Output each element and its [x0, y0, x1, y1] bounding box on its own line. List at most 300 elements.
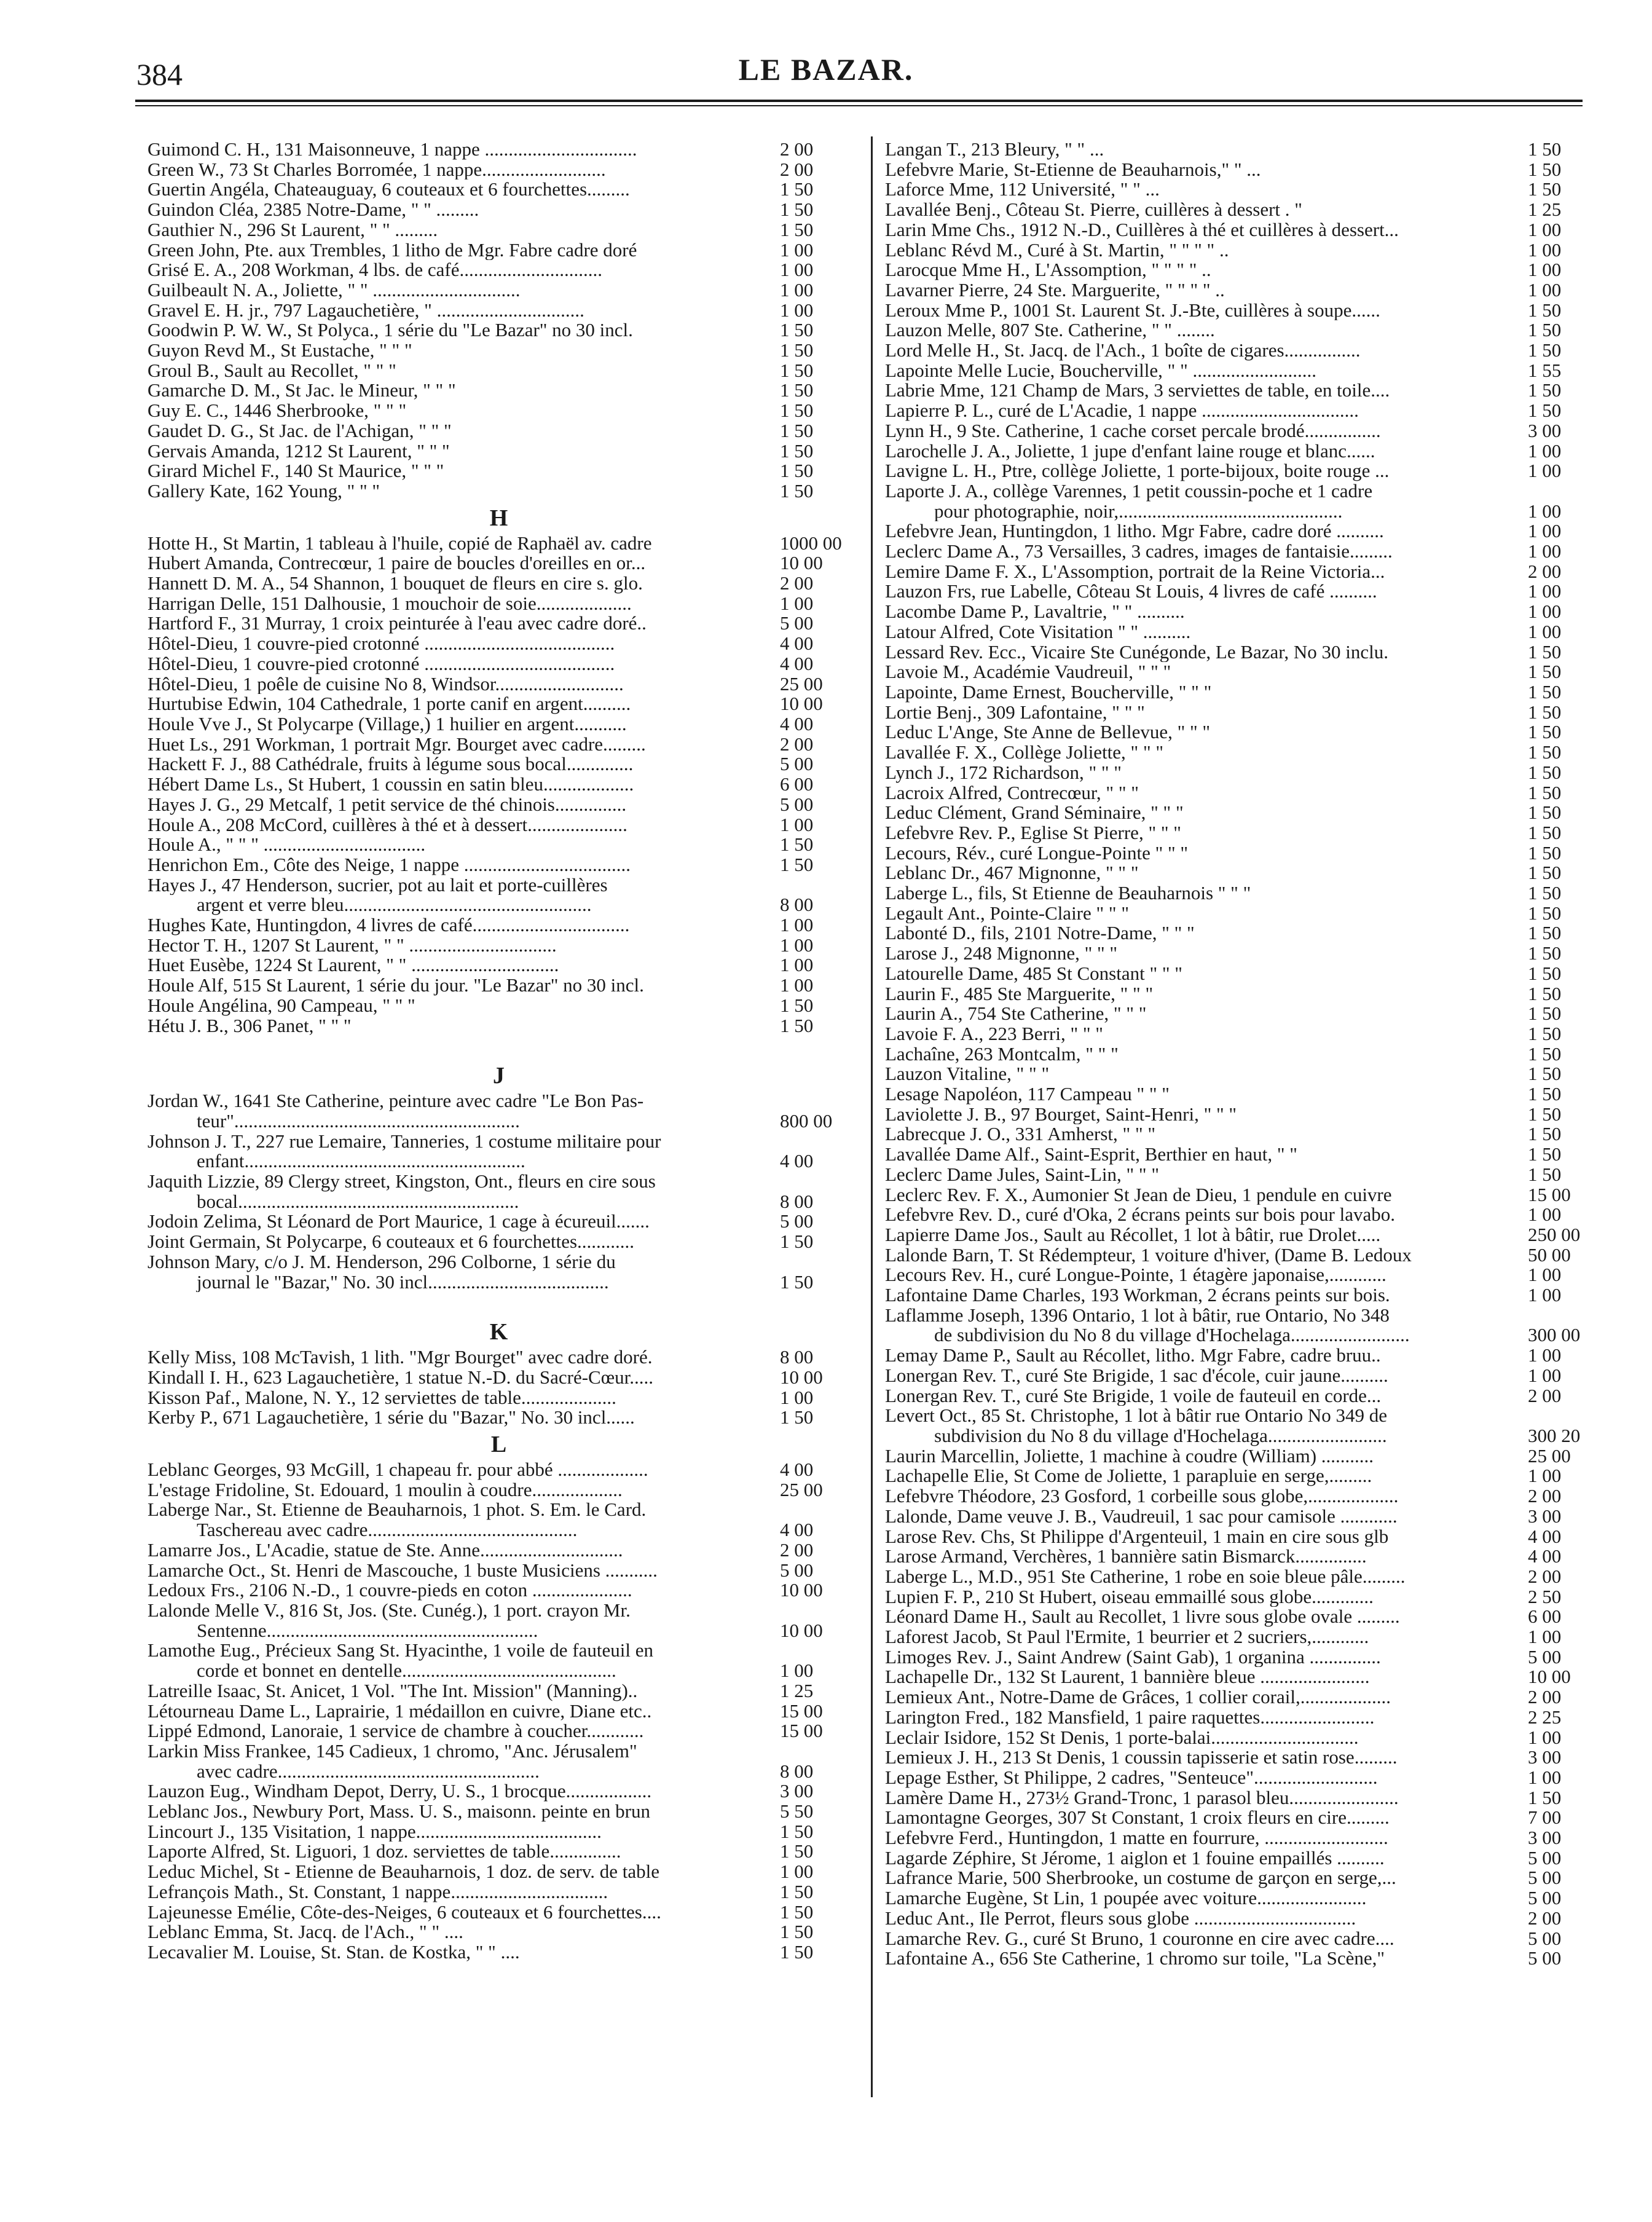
entry-amount: 1 00 [780, 974, 814, 996]
entry-amount: 1 50 [780, 1820, 814, 1842]
entry-text: Lefebvre Théodore, 23 Gosford, 1 corbeille sous globe,................... [885, 1486, 1399, 1507]
page-title: LE BAZAR. [738, 52, 914, 87]
entry-amount: 4 00 [1528, 1525, 1562, 1547]
donation-entry [148, 975, 850, 996]
entry-amount: 1 50 [1528, 158, 1562, 180]
entry-text: Lauzon Melle, 807 Ste. Catherine, " " ........ [885, 320, 1215, 341]
entry-amount: 1 50 [1528, 802, 1562, 824]
entry-text: Larose Armand, Verchères, 1 bannière satin Bismarck............... [885, 1546, 1367, 1567]
entry-text: Lincourt J., 135 Visitation, 1 nappe....................................... [148, 1821, 602, 1842]
entry-text: Lamontagne Georges, 307 St Constant, 1 croix fleurs en cire......... [885, 1808, 1390, 1829]
donation-entry [885, 1366, 1598, 1386]
entry-amount: 1 00 [1528, 1626, 1562, 1648]
donation-entry [885, 944, 1598, 964]
entry-text: Lavallée F. X., Collège Joliette, " " " [885, 743, 1164, 763]
donation-entry [885, 441, 1598, 462]
page-number: 384 [136, 57, 183, 92]
entry-amount: 1 50 [1528, 640, 1562, 663]
entry-amount: 1 50 [1528, 339, 1562, 361]
donation-entry [885, 843, 1598, 864]
entry-amount: 1 00 [1528, 580, 1562, 602]
donation-entry [148, 815, 850, 835]
donation-entry [148, 1540, 850, 1561]
donation-entry [885, 301, 1598, 321]
entry-amount: 1 50 [780, 218, 814, 240]
entry-text: Hackett F. J., 88 Cathédrale, fruits à légume sous bocal.............. [148, 754, 634, 775]
entry-text: Hannett D. M. A., 54 Shannon, 1 bouquet de fleurs en cire s. glo. [148, 573, 643, 594]
entry-text: Lortie Benj., 309 Lafontaine, " " " [885, 702, 1145, 723]
entry-text: Joint Germain, St Polycarpe, 6 couteaux et 6 fourchettes............ [148, 1232, 635, 1252]
donation-entry [148, 1480, 850, 1500]
entry-amount: 1 50 [780, 379, 814, 401]
entry-text: Leblanc Georges, 93 McGill, 1 chapeau fr. pour abbé ................... [148, 1460, 648, 1480]
entry-text: Guilbeault N. A., Joliette, " " ............................... [148, 280, 521, 301]
entry-text: Lefebvre Ferd., Huntingdon, 1 matte en fourrure, .......................... [885, 1828, 1388, 1848]
entry-text: Lavoie M., Académie Vaudreuil, " " " [885, 662, 1171, 682]
donation-entry [148, 714, 850, 735]
entry-amount: 1 50 [1528, 781, 1562, 803]
entry-amount: 1 50 [780, 1014, 814, 1036]
donation-entry [148, 461, 850, 481]
entry-amount: 4 00 [780, 632, 814, 655]
entry-amount: 1 00 [1528, 1766, 1562, 1788]
donation-entry [148, 220, 850, 240]
donation-entry [885, 1144, 1598, 1165]
donation-entry [148, 875, 850, 915]
donation-entry [885, 1064, 1598, 1084]
entry-amount: 25 00 [780, 672, 823, 695]
entry-amount: 5 00 [1528, 1867, 1562, 1889]
entry-amount: 1 00 [1528, 460, 1562, 482]
entry-amount: 1 50 [780, 339, 814, 361]
donation-entry [885, 1486, 1598, 1507]
entry-text: Hôtel-Dieu, 1 couvre-pied crotonné ........................................ [148, 634, 615, 654]
entry-text: Lynch J., 172 Richardson, " " " [885, 762, 1122, 783]
entry-text: Lemieux Ant., Notre-Dame de Grâces, 1 collier corail,................... [885, 1687, 1391, 1708]
entry-amount: 1 50 [1528, 942, 1562, 964]
entry-amount: 5 00 [1528, 1887, 1562, 1909]
entry-continuation: avec cadre....................................................... [197, 1761, 540, 1782]
entry-amount: 1 00 [1528, 1344, 1562, 1366]
entry-text: Leblanc Emma, St. Jacq. de l'Ach., " " .... [148, 1922, 463, 1942]
entry-amount: 1 50 [780, 1271, 814, 1293]
entry-amount: 1 50 [780, 1406, 814, 1428]
donation-entry [885, 1527, 1598, 1547]
donation-entry [148, 915, 850, 936]
donation-entry [885, 1185, 1598, 1205]
donation-entry [148, 1172, 850, 1211]
entry-amount: 4 00 [1528, 1545, 1562, 1567]
entry-text: Lamarche Rev. G., curé St Bruno, 1 couronne en cire avec cadre.... [885, 1928, 1394, 1949]
entry-amount: 1 00 [1528, 218, 1562, 240]
donation-entry [885, 1084, 1598, 1105]
entry-continuation: journal le "Bazar," No. 30 incl...................................... [197, 1272, 609, 1293]
donation-entry [885, 461, 1598, 481]
donation-entry [148, 1232, 850, 1252]
donation-entry [148, 1802, 850, 1822]
donation-entry [885, 763, 1598, 783]
donation-entry [885, 1285, 1598, 1306]
donation-entry [148, 1942, 850, 1963]
donation-entry [885, 883, 1598, 904]
entry-text: Lesage Napoléon, 117 Campeau " " " [885, 1084, 1170, 1105]
entry-text: Lavigne L. H., Ptre, collège Joliette, 1 porte-bijoux, boite rouge ... [885, 461, 1390, 481]
entry-amount: 1 50 [1528, 882, 1562, 904]
donation-entry [885, 1024, 1598, 1044]
donation-entry [148, 1902, 850, 1923]
entry-text: Groul B., Sault au Recollet, " " " [148, 360, 396, 381]
donation-entry [885, 722, 1598, 743]
entry-amount: 1 50 [1528, 661, 1562, 683]
donation-entry [148, 280, 850, 301]
entry-text: Jodoin Zelima, St Léonard de Port Maurice, 1 cage à écureuil....... [148, 1211, 650, 1232]
entry-text: Jaquith Lizzie, 89 Clergy street, Kingston, Ont., fleurs en cire sous [148, 1172, 656, 1192]
donation-entry [885, 1747, 1598, 1768]
entry-text: Lacroix Alfred, Contrecœur, " " " [885, 782, 1139, 803]
donation-entry [885, 280, 1598, 301]
donation-entry [148, 1882, 850, 1902]
entry-text: Lafrance Marie, 500 Sherbrooke, un costume de garçon en serge,... [885, 1868, 1396, 1889]
entry-amount: 1 50 [780, 1231, 814, 1253]
entry-amount: 5 00 [780, 793, 814, 815]
entry-text: Lafontaine A., 656 Ste Catherine, 1 chromo sur toile, "La Scène," [885, 1948, 1385, 1969]
entry-amount: 1 50 [1528, 721, 1562, 743]
entry-text: Larocque Mme H., L'Assomption, " " " " .. [885, 260, 1211, 280]
entry-text: Hébert Dame Ls., St Hubert, 1 coussin en satin bleu................... [148, 774, 634, 795]
section-spacer [148, 1292, 850, 1315]
entry-text: Hôtel-Dieu, 1 couvre-pied crotonné ........................................ [148, 653, 615, 674]
donation-entry [148, 1561, 850, 1581]
entry-continuation: Sentenne......................................................... [197, 1620, 538, 1641]
donation-entry [885, 823, 1598, 843]
entry-text: Guindon Cléa, 2385 Notre-Dame, " " ......... [148, 200, 479, 220]
entry-text: Hétu J. B., 306 Panet, " " " [148, 1015, 352, 1036]
donation-entry [885, 1667, 1598, 1687]
donation-entry [148, 996, 850, 1016]
entry-text: Larose Rev. Chs, St Philippe d'Argenteuil, 1 main en cire sous glb [885, 1526, 1389, 1547]
entry-text: Hotte H., St Martin, 1 tableau à l'huile, copié de Raphaël av. cadre [148, 533, 652, 554]
section-heading: K [489, 1319, 508, 1345]
donation-entry [148, 1641, 850, 1680]
donation-entry [885, 1124, 1598, 1144]
donation-entry [148, 179, 850, 200]
entry-amount: 1 00 [780, 914, 814, 936]
entry-amount: 1 50 [780, 833, 814, 856]
entry-text: Lauzon Frs, rue Labelle, Côteau St Louis, 4 livres de café .......... [885, 581, 1377, 602]
entry-amount: 2 00 [1528, 1485, 1562, 1507]
entry-amount: 1 00 [1528, 1364, 1562, 1386]
donation-entry [885, 1909, 1598, 1929]
donation-entry [885, 380, 1598, 401]
entry-text: Lemieux J. H., 213 St Denis, 1 coussin tapisserie et satin rose......... [885, 1747, 1398, 1768]
entry-amount: 1 00 [780, 592, 814, 614]
entry-text: Lynn H., 9 Ste. Catherine, 1 cache corset percale brodé................ [885, 420, 1381, 441]
entry-amount: 1 50 [1528, 701, 1562, 723]
donation-entry [885, 521, 1598, 542]
entry-text: Lamarche Oct., St. Henri de Mascouche, 1 buste Musiciens ........... [148, 1560, 658, 1581]
header-rule-thin [135, 105, 1583, 106]
donation-entry [148, 1580, 850, 1601]
donation-entry [148, 1091, 850, 1131]
entry-amount: 1 00 [1528, 278, 1562, 301]
entry-amount: 1 55 [1528, 359, 1562, 381]
donation-entry [885, 1386, 1598, 1406]
entry-amount: 2 50 [1528, 1585, 1562, 1607]
donation-entry [885, 1768, 1598, 1788]
donation-entry [148, 594, 850, 614]
entry-text: Laurin A., 754 Ste Catherine, " " " [885, 1004, 1147, 1024]
entry-text: Lefebvre Rev. P., Eglise St Pierre, " " " [885, 822, 1181, 843]
donation-entry [885, 1808, 1598, 1828]
entry-text: Laporte J. A., collège Varennes, 1 petit coussin-poche et 1 cadre [885, 481, 1373, 502]
donation-entry [885, 1406, 1598, 1446]
donation-entry [148, 774, 850, 795]
entry-amount: 1 50 [780, 359, 814, 381]
entry-amount: 300 00 [1528, 1324, 1581, 1346]
donation-entry [148, 1132, 850, 1172]
entry-amount: 1 00 [780, 934, 814, 956]
donation-entry [885, 1466, 1598, 1486]
entry-text: Leclair Isidore, 152 St Denis, 1 porte-balai............................... [885, 1727, 1359, 1748]
entry-text: Hubert Amanda, Contrecœur, 1 paire de boucles d'oreilles en or... [148, 553, 646, 574]
entry-text: Lachaîne, 263 Montcalm, " " " [885, 1044, 1119, 1065]
entry-text: Lefebvre Jean, Huntingdon, 1 litho. Mgr Fabre, cadre doré .......... [885, 521, 1384, 542]
donation-entry [885, 1265, 1598, 1285]
entry-text: Laporte Alfred, St. Liguori, 1 doz. serviettes de table............... [148, 1842, 621, 1862]
entry-continuation: corde et bonnet en dentelle............................................. [197, 1661, 616, 1681]
entry-text: Leclerc Rev. F. X., Aumonier St Jean de Dieu, 1 pendule en cuivre [885, 1184, 1392, 1205]
entry-amount: 1 00 [1528, 1726, 1562, 1748]
entry-amount: 1 00 [1528, 601, 1562, 623]
entry-text: Lalonde, Dame veuve J. B., Vaudreuil, 1 sac pour camisole ............ [885, 1506, 1398, 1527]
entry-text: Laberge L., M.D., 951 Ste Catherine, 1 robe en soie bleue pâle......... [885, 1566, 1406, 1587]
donation-entry [148, 573, 850, 594]
entry-text: Guertin Angéla, Chateauguay, 6 couteaux et 6 fourchettes......... [148, 179, 630, 200]
entry-amount: 8 00 [780, 894, 814, 916]
entry-text: Houle A., 208 McCord, cuillères à thé et à dessert..................... [148, 814, 627, 835]
donation-entry [885, 361, 1598, 381]
donation-entry [148, 1388, 850, 1408]
entry-amount: 1 00 [1528, 500, 1562, 522]
entry-continuation: enfant........................................................... [197, 1151, 525, 1172]
entry-text: Hughes Kate, Huntingdon, 4 livres de café................................. [148, 915, 630, 936]
donation-entry [148, 1368, 850, 1388]
donation-entry [885, 179, 1598, 200]
entry-amount: 5 00 [780, 612, 814, 634]
donation-entry [148, 1822, 850, 1842]
entry-amount: 1 50 [780, 1921, 814, 1943]
donation-entry [148, 534, 850, 554]
entry-amount: 1 50 [780, 319, 814, 341]
entry-amount: 10 00 [780, 1619, 823, 1641]
entry-text: Kerby P., 671 Lagauchetière, 1 série du "Bazar," No. 30 incl...... [148, 1408, 635, 1428]
entry-amount: 5 00 [780, 1559, 814, 1581]
entry-continuation: argent et verre bleu.................................................... [197, 895, 592, 916]
donation-entry [148, 1460, 850, 1480]
entry-text: Jordan W., 1641 Ste Catherine, peinture avec cadre "Le Bon Pas- [148, 1091, 644, 1111]
entry-text: Lamarche Eugène, St Lin, 1 poupée avec voiture....................... [885, 1888, 1367, 1909]
entry-text: Lupien F. P., 210 St Hubert, oiseau emmaillé sous globe............. [885, 1586, 1374, 1607]
entry-text: Hôtel-Dieu, 1 poêle de cuisine No 8, Windsor........................... [148, 674, 624, 695]
donation-entry [885, 240, 1598, 261]
entry-text: Legault Ant., Pointe-Claire " " " [885, 903, 1129, 924]
donation-entry [885, 1306, 1598, 1345]
entry-text: Lapierre Dame Jos., Sault au Récollet, 1 lot à bâtir, rue Drolet..... [885, 1224, 1381, 1245]
donation-entry [885, 421, 1598, 441]
entry-text: Gamarche D. M., St Jac. le Mineur, " " " [148, 380, 456, 401]
entry-amount: 1 50 [1528, 862, 1562, 884]
entry-amount: 15 00 [1528, 1183, 1571, 1205]
entry-amount: 5 00 [780, 1210, 814, 1232]
donation-entry [148, 200, 850, 220]
entry-text: Hurtubise Edwin, 104 Cathedrale, 1 porte canif en argent.......... [148, 694, 631, 714]
donation-entry [885, 783, 1598, 803]
entry-text: Leclerc Dame Jules, Saint-Lin, " " " [885, 1164, 1159, 1185]
donation-entry [148, 694, 850, 714]
donation-entry [885, 1105, 1598, 1125]
donation-entry [148, 1252, 850, 1292]
donation-entry [148, 1721, 850, 1741]
donation-entry [885, 1929, 1598, 1949]
entry-text: Houle A., " " " .................................. [148, 835, 426, 855]
entry-text: Leduc Ant., Ile Perrot, fleurs sous globe .................................. [885, 1908, 1356, 1929]
entry-amount: 5 00 [1528, 1927, 1562, 1949]
entry-text: Larin Mme Chs., 1912 N.-D., Cuillères à thé et cuillères à dessert... [885, 219, 1399, 240]
donation-entry [885, 562, 1598, 582]
entry-text: Lafontaine Dame Charles, 193 Workman, 2 écrans peints sur bois. [885, 1285, 1390, 1306]
entry-text: Harrigan Delle, 151 Dalhousie, 1 mouchoir de soie.................... [148, 593, 632, 614]
donation-entry [148, 1211, 850, 1232]
entry-amount: 25 00 [1528, 1444, 1571, 1467]
entry-text: Gallery Kate, 162 Young, " " " [148, 481, 380, 502]
entry-amount: 5 00 [1528, 1846, 1562, 1869]
donation-entry [885, 341, 1598, 361]
entry-text: Houle Alf, 515 St Laurent, 1 série du jour. "Le Bazar" no 30 incl. [148, 975, 644, 996]
entry-amount: 1 50 [1528, 1042, 1562, 1065]
entry-amount: 1 50 [1528, 138, 1562, 160]
entry-amount: 6 00 [1528, 1605, 1562, 1628]
entry-amount: 1 00 [780, 1386, 814, 1408]
entry-amount: 2 00 [780, 733, 814, 755]
entry-text: Guy E. C., 1446 Sherbrooke, " " " [148, 401, 407, 421]
entry-text: Limoges Rev. J., Saint Andrew (Saint Gab), 1 organina ............... [885, 1647, 1381, 1668]
entry-amount: 10 00 [1528, 1666, 1571, 1688]
entry-text: Lapierre P. L., curé de L'Acadie, 1 nappe ................................. [885, 401, 1359, 421]
entry-text: Laviolette J. B., 97 Bourget, Saint-Henri, " " " [885, 1104, 1237, 1125]
entry-text: Lapointe Melle Lucie, Boucherville, " " .......................... [885, 360, 1316, 381]
right-column [885, 140, 1598, 1969]
entry-amount: 1 50 [1528, 319, 1562, 341]
entry-continuation: bocal........................................................... [197, 1191, 519, 1212]
donation-entry [148, 260, 850, 280]
entry-text: Leroux Mme P., 1001 St. Laurent St. J.-Bte, cuillères à soupe...... [885, 300, 1380, 321]
donation-entry [885, 904, 1598, 924]
donation-entry [148, 1601, 850, 1641]
entry-amount: 2 00 [1528, 1565, 1562, 1587]
entry-text: Henrichon Em., Côte des Neige, 1 nappe ................................... [148, 854, 631, 875]
entry-amount: 800 00 [780, 1109, 833, 1132]
donation-entry [885, 1828, 1598, 1848]
entry-amount: 10 00 [780, 552, 823, 574]
entry-amount: 1 50 [1528, 400, 1562, 422]
entry-text: Leblanc Dr., 467 Mignonne, " " " [885, 863, 1139, 884]
entry-text: Levert Oct., 85 St. Christophe, 1 lot à bâtir rue Ontario No 349 de [885, 1406, 1388, 1426]
donation-entry [148, 1500, 850, 1540]
entry-amount: 1 50 [1528, 1103, 1562, 1125]
donation-entry [885, 863, 1598, 883]
entry-text: Labrie Mme, 121 Champ de Mars, 3 serviettes de table, en toile.... [885, 380, 1390, 401]
entry-amount: 5 50 [780, 1800, 814, 1822]
entry-text: Lepage Esther, St Philippe, 2 cadres, "Senteuce".......................... [885, 1767, 1378, 1788]
entry-amount: 2 00 [1528, 1907, 1562, 1929]
donation-entry [148, 795, 850, 815]
entry-text: Huet Eusèbe, 1224 St Laurent, " " ............................... [148, 955, 559, 976]
entry-amount: 2 00 [780, 158, 814, 180]
entry-text: Lajeunesse Emélie, Côte-des-Neiges, 6 couteaux et 6 fourchettes.... [148, 1902, 661, 1923]
entry-text: Lord Melle H., St. Jacq. de l'Ach., 1 boîte de cigares................ [885, 341, 1361, 361]
entry-amount: 8 00 [780, 1346, 814, 1368]
entry-continuation: subdivision du No 8 du village d'Hochelaga......................... [934, 1426, 1387, 1446]
section-spacer [148, 1036, 850, 1059]
donation-entry [148, 401, 850, 421]
header-rule-thick [135, 100, 1583, 102]
entry-amount: 1 00 [1528, 439, 1562, 462]
entry-amount: 10 00 [780, 1579, 823, 1601]
entry-amount: 1 00 [780, 1861, 814, 1883]
entry-text: Lalonde Melle V., 816 St, Jos. (Ste. Cunég.), 1 port. crayon Mr. [148, 1601, 631, 1621]
entry-text: Green John, Pte. aux Trembles, 1 litho de Mgr. Fabre cadre doré [148, 240, 637, 261]
entry-text: Kisson Paf., Malone, N. Y., 12 serviettes de table.................... [148, 1387, 616, 1408]
entry-amount: 1 50 [1528, 962, 1562, 984]
donation-entry [885, 1507, 1598, 1527]
entry-text: Lachapelle Elie, St Come de Joliette, 1 parapluie en serge,......... [885, 1466, 1372, 1487]
entry-text: Lavarner Pierre, 24 Ste. Marguerite, " " " " .. [885, 280, 1225, 301]
entry-amount: 8 00 [780, 1190, 814, 1212]
entry-amount: 1 50 [780, 1901, 814, 1923]
entry-text: Lalonde Barn, T. St Rédempteur, 1 voiture d'hiver, (Dame B. Ledoux [885, 1245, 1412, 1266]
entry-text: Lamothe Eug., Précieux Sang St. Hyacinthe, 1 voile de fauteuil en [148, 1641, 653, 1661]
donation-entry [885, 1788, 1598, 1808]
donation-entry [885, 320, 1598, 341]
entry-text: Larochelle J. A., Joliette, 1 jupe d'enfant laine rouge et blanc...... [885, 441, 1375, 462]
entry-text: Lemay Dame P., Sault au Récollet, litho. Mgr Fabre, cadre bruu.. [885, 1345, 1381, 1366]
donation-entry [148, 654, 850, 674]
entry-amount: 3 00 [1528, 1505, 1562, 1527]
entry-text: Latour Alfred, Cote Visitation " " .......... [885, 621, 1191, 642]
entry-amount: 300 20 [1528, 1425, 1581, 1446]
entry-amount: 4 00 [780, 1459, 814, 1481]
entry-text: Lippé Edmond, Lanoraie, 1 service de chambre à coucher............ [148, 1721, 644, 1741]
donation-entry [148, 1781, 850, 1802]
entry-text: Lonergan Rev. T., curé Ste Brigide, 1 voile de fauteuil en corde... [885, 1385, 1382, 1406]
entry-amount: 5 00 [1528, 1645, 1562, 1668]
entry-amount: 1 50 [780, 1840, 814, 1862]
entry-text: Gauthier N., 296 St Laurent, " " ......... [148, 219, 438, 240]
entry-text: Lefrançois Math., St. Constant, 1 nappe................................. [148, 1881, 608, 1902]
entry-text: Girard Michel F., 140 St Maurice, " " " [148, 461, 444, 481]
column-separator [871, 136, 873, 2097]
entry-amount: 1 50 [1528, 821, 1562, 843]
entry-amount: 2 25 [1528, 1706, 1562, 1728]
entry-text: Laberge L., fils, St Etienne de Beauharnois " " " [885, 883, 1251, 904]
entry-amount: 5 00 [1528, 1947, 1562, 1969]
entry-amount: 1 50 [1528, 1063, 1562, 1085]
donation-entry [148, 553, 850, 573]
donation-entry [885, 1567, 1598, 1587]
donation-entry [885, 1546, 1598, 1567]
entry-amount: 1 50 [1528, 379, 1562, 401]
entry-amount: 1 50 [1528, 982, 1562, 1004]
